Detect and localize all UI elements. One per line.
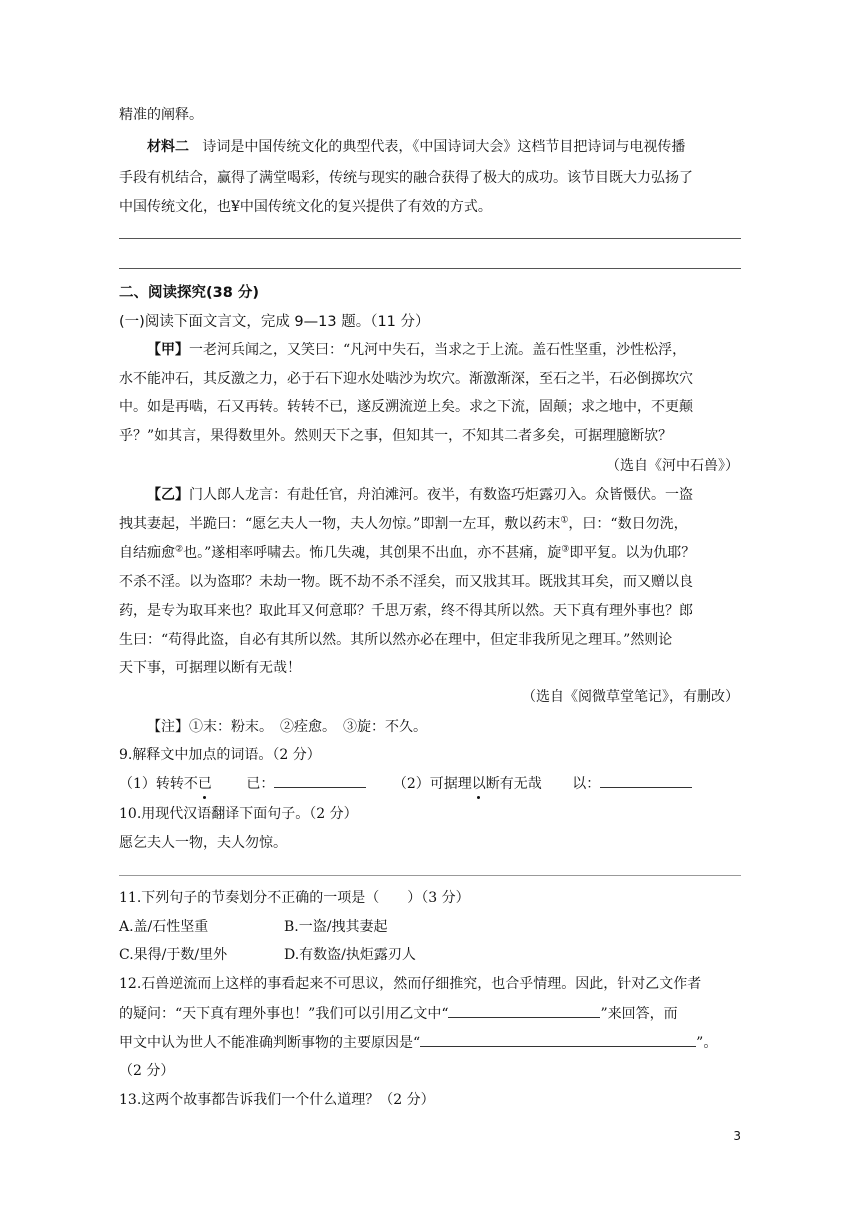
question-12-line-3: 甲文中认为世人不能准确判断事物的主要原因是“ ”。 bbox=[119, 1032, 717, 1053]
passage-yi-line-5: 药，是专为取耳来也？取此耳又何意耶？千思万索，终不得其所以然。天下真有理外事也？郎 bbox=[119, 603, 693, 619]
footnote-mark: ① bbox=[560, 515, 569, 526]
question-12-score: （2 分） bbox=[119, 1063, 175, 1079]
page-number: 3 bbox=[733, 1129, 741, 1143]
passage-jia-line-4: 乎？”如其言，果得数里外。然则天下之事，但知其一，不知其二者多矣，可据理臆断欤？ bbox=[119, 428, 673, 444]
question-13-stem: 13.这两个故事都告诉我们一个什么道理？（2 分） bbox=[119, 1092, 435, 1108]
section-one-intro: (一)阅读下面文言文，完成 9—13 题。（11 分） bbox=[119, 314, 430, 330]
passage-yi-line-1: 【乙】门人郎人龙言：有赴任官，舟泊滩河。夜半，有数盗巧炬露刃入。众皆慑伏。一盗 bbox=[147, 487, 693, 503]
footnote-mark: ③ bbox=[561, 544, 570, 555]
answer-blank[interactable] bbox=[448, 1003, 600, 1018]
dotted-word: 已 bbox=[197, 776, 212, 792]
passage-jia-line-3: 中。如是再啮，石又再转。转转不已，遂反溯流逆上矣。求之下流，固颠；求之地中，不更颠 bbox=[119, 399, 693, 415]
answer-blank[interactable] bbox=[274, 773, 366, 788]
passage-yi-line-2: 拽其妻起，半跪曰：“愿乞夫人一物，夫人勿惊。”即割一左耳，敷以药末①，曰：“数日勿洗， bbox=[119, 515, 688, 532]
question-11-options-cd bbox=[119, 945, 416, 965]
option-c[interactable]: C.果得/于数/里外 bbox=[119, 947, 228, 963]
option-d[interactable]: D.有数盗/执炬露刃人 bbox=[284, 947, 416, 963]
answer-line bbox=[119, 268, 741, 269]
passage-yi-label: 【乙】 bbox=[147, 487, 189, 503]
section-two-title: 二、阅读探究(38 分) bbox=[119, 285, 259, 301]
question-11-stem: 11.下列句子的节奏划分不正确的一项是（ ）（3 分） bbox=[119, 890, 470, 906]
option-b[interactable]: B.一盗/拽其妻起 bbox=[284, 919, 388, 935]
passage-jia-line-2: 水不能冲石，其反激之力，必于石下迎水处啮沙为坎穴。渐激渐深，至石之半，石必倒掷坎穴 bbox=[119, 371, 693, 387]
footnotes: 【注】①末：粉末。 ②痊愈。 ③旋：不久。 bbox=[147, 719, 427, 735]
dotted-word: 以 bbox=[471, 776, 486, 792]
passage-jia-line-1: 【甲】一老河兵闻之，又笑曰：“凡河中失石，当求之于上流。盖石性坚重，沙性松浮， bbox=[147, 342, 687, 358]
question-12-line-1: 12.石兽逆流而上这样的事看起来不可思议，然而仔细推究，也合乎情理。因此，针对乙文作者 bbox=[119, 976, 702, 992]
material-two-line-1: 材料二 诗词是中国传统文化的典型代表，《中国诗词大会》这档节目把诗词与电视传播 bbox=[147, 139, 686, 155]
answer-blank[interactable] bbox=[600, 773, 692, 788]
question-9-parts: （1）转转不已 已： （2）可据理以断有无哉 以： bbox=[119, 773, 692, 794]
passage-yi-source: （选自《阅微草堂笔记》，有删改） bbox=[522, 689, 739, 705]
passage-yi-line-7: 天下事，可据理以断有无哉！ bbox=[119, 660, 301, 676]
question-10-sentence: 愿乞夫人一物，夫人勿惊。 bbox=[119, 835, 287, 851]
passage-yi-line-6: 生曰：“苟得此盗，自必有其所以然。其所以然亦必在理中，但定非我所见之理耳。”然则论 bbox=[119, 632, 673, 648]
passage-yi-line-3: 自结痂愈②也。”遂相率呼啸去。怖几失魂，其创果不出血，亦不甚痛，旋③即平复。以为仇耶？ bbox=[119, 544, 696, 561]
option-a[interactable]: A.盖/石性坚重 bbox=[119, 919, 209, 935]
passage-jia-label: 【甲】 bbox=[147, 342, 189, 358]
passage-yi-line-4: 不杀不淫。以为盗耶？未劫一物。既不劫不杀不淫矣，而又戕其耳。既戕其耳矣，而又赠以良 bbox=[119, 574, 693, 590]
footnote-mark: ② bbox=[175, 544, 184, 555]
material-two-line-2: 手段有机结合，赢得了满堂喝彩，传统与现实的融合获得了极大的成功。该节目既大力弘扬了 bbox=[119, 170, 693, 186]
material-two-line-3: 中国传统文化，也¥中国传统文化的复兴提供了有效的方式。 bbox=[119, 199, 492, 215]
passage-jia-source: （选自《河中石兽》） bbox=[606, 458, 739, 474]
answer-blank[interactable] bbox=[420, 1032, 696, 1047]
material-one-ending: 精准的阐释。 bbox=[119, 107, 203, 123]
material-two-label: 材料二 bbox=[147, 139, 189, 155]
question-12-line-2: 的疑问：“天下真有理外事也！”我们可以引用乙文中“ ”来回答，而 bbox=[119, 1003, 678, 1024]
answer-line bbox=[119, 875, 741, 876]
question-11-options-ab bbox=[119, 917, 387, 937]
question-9-stem: 9.解释文中加点的词语。（2 分） bbox=[119, 747, 321, 763]
question-10-stem: 10.用现代汉语翻译下面句子。（2 分） bbox=[119, 806, 358, 822]
answer-line bbox=[119, 238, 741, 239]
